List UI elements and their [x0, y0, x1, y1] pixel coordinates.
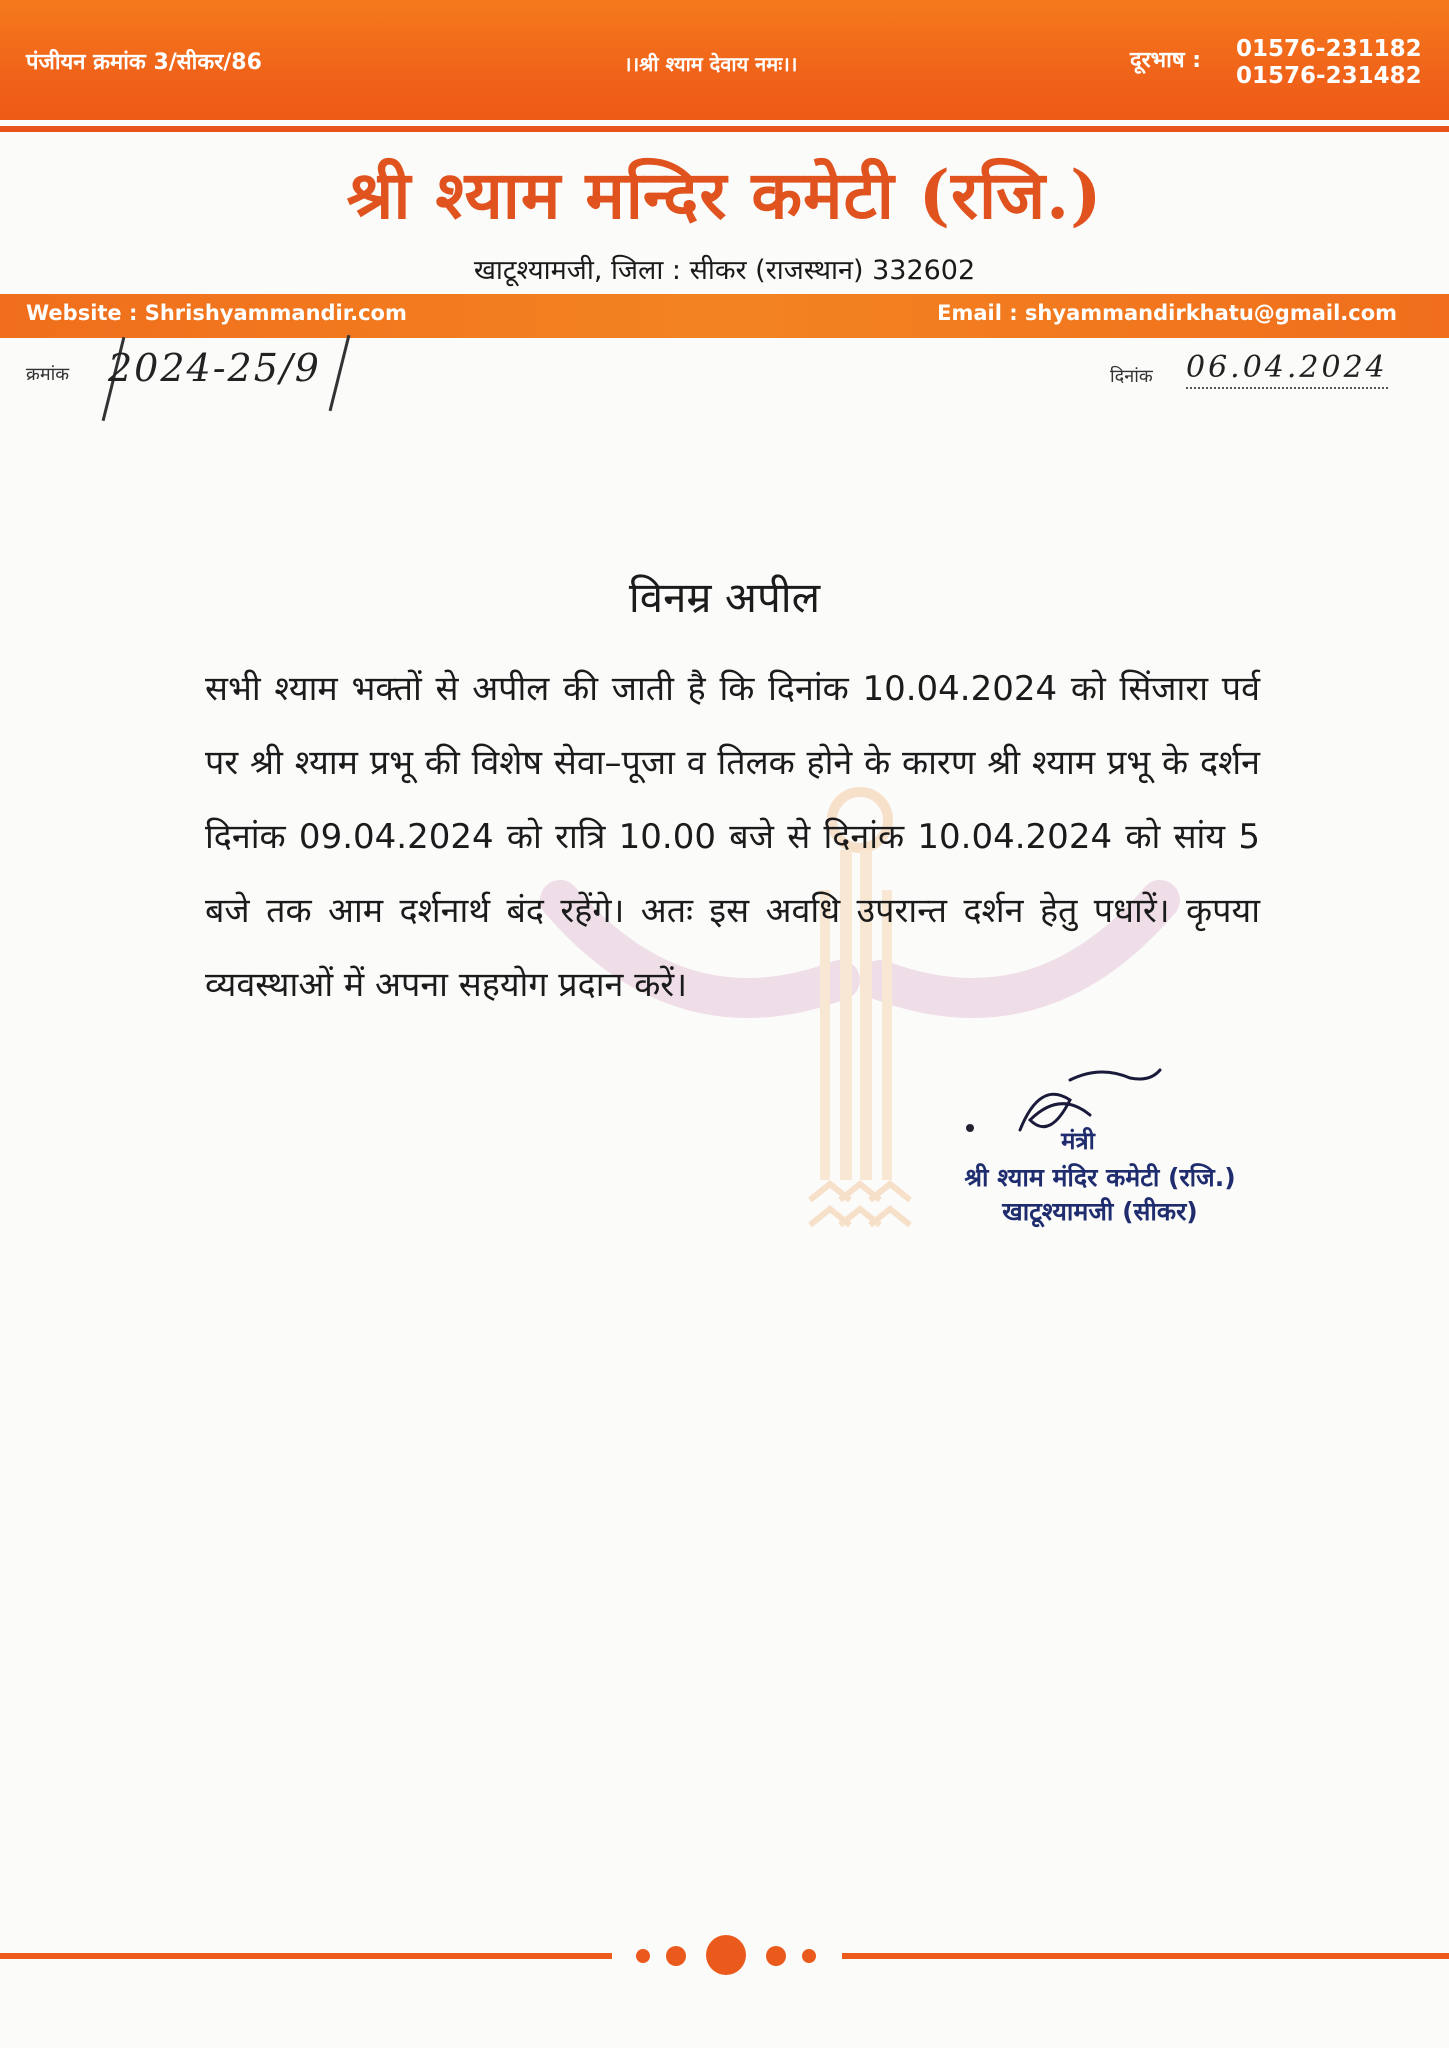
footer-dot [706, 1935, 746, 1975]
notice-body: सभी श्याम भक्तों से अपील की जाती है कि दिनांक 10.04.2024 को सिंजारा पर्व पर श्री श्याम प्रभू की विशेष सेवा–पूजा व तिलक होने के कारण श्री श्याम प्रभू के दर्शन दिनांक 09.04.2024 को रात्रि 10.00 बजे से दिनांक 10.04.2024 को सांय 5 बजे तक आम दर्शनार्थ बंद रहेंगे। अतः इस अवधि उपरान्त दर्शन हेतु पधारें। कृपया व्यवस्थाओं में अपना सहयोग प्रदान करें। [205, 669, 1260, 1005]
footer-divider [0, 1953, 612, 1959]
org-address: खाटूश्यामजी, जिला : सीकर (राजस्थान) 332602 [473, 255, 976, 286]
handwritten-stroke [329, 335, 351, 411]
ref-label: क्रमांक [26, 364, 70, 385]
phone-numbers [1236, 36, 1422, 90]
notice-title: विनम्र अपील [628, 573, 821, 622]
signature-dot [966, 1124, 974, 1132]
footer-dot [636, 1949, 650, 1963]
letter-date: 06.04.2024 [1186, 350, 1388, 389]
signatory-place: खाटूश्यामजी (सीकर) [1002, 1197, 1198, 1226]
date-label: दिनांक [1110, 366, 1153, 387]
footer-dot [666, 1946, 686, 1966]
email: Email : shyammandirkhatu@gmail.com [937, 301, 1397, 325]
org-name: श्री श्याम मन्दिर कमेटी (रजि.) [346, 156, 1103, 234]
footer-dot [766, 1946, 786, 1966]
phone-label: दूरभाष : [1130, 48, 1202, 73]
ref-number: 2024-25/9 [108, 346, 321, 390]
motto: ।।श्री श्याम देवाय नमः।। [624, 52, 798, 76]
header-divider [0, 126, 1449, 132]
phone-number: 01576-231482 [1236, 63, 1422, 89]
signatory-org: श्री श्याम मंदिर कमेटी (रजि.) [964, 1163, 1236, 1192]
phone-number: 01576-231182 [1236, 36, 1422, 62]
website: Website : Shrishyammandir.com [26, 301, 407, 325]
registration-number: पंजीयन क्रमांक 3/सीकर/86 [26, 50, 262, 75]
signatory-title: मंत्री [1061, 1127, 1095, 1155]
footer-divider [842, 1953, 1449, 1959]
footer-dot [802, 1949, 816, 1963]
